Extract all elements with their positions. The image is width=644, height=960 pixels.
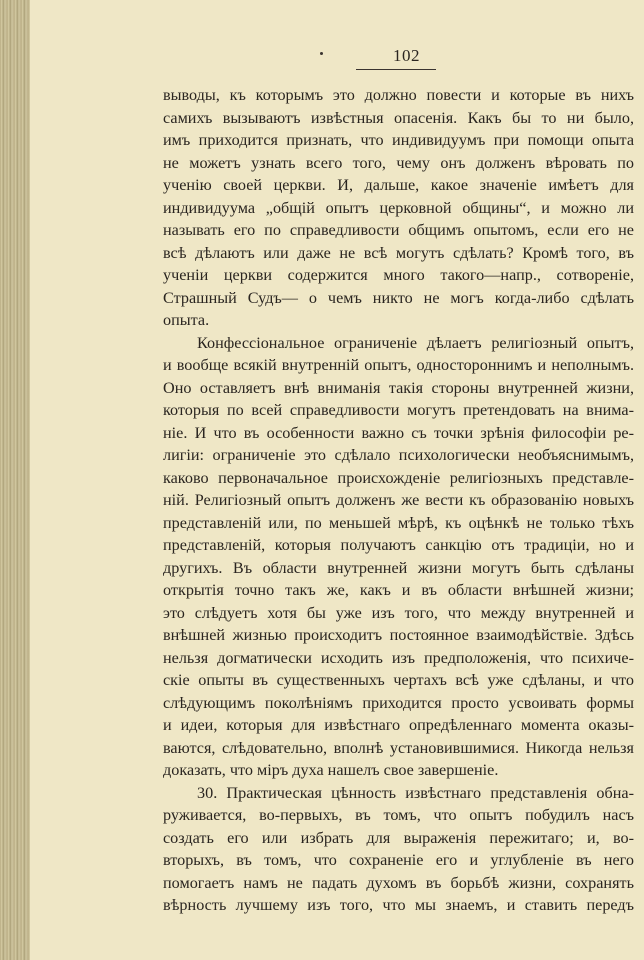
text-line: нельзя догматически исходить изъ предположенія, что психиче- [163,648,634,667]
page-number: 102 [393,46,420,65]
text-line: это слѣдуетъ хотя бы уже изъ того, что между внутренней и [163,603,634,622]
text-line: помогаетъ намъ не падать духомъ въ борьбѣ жизни, сохранять [163,873,634,892]
text-line: создать его или избрать для выраженія пережитаго; и, во- [163,828,634,847]
text-line: ученіи церкви содержится много такого—напр., сотвореніе, [163,266,634,284]
text-line: руживается, во-первыхъ, въ томъ, что опытъ побудилъ насъ [163,806,634,824]
text-line: внѣшней жизнью происходитъ постоянное взаимодѣйствіе. Здѣсь [163,626,634,644]
text-line: вѣрность лучшему изъ того, что мы знаемъ, и ставить передъ [163,896,634,914]
text-line: представленій или, по меньшей мѣрѣ, къ оцѣнкѣ не только тѣхъ [163,513,634,532]
text-line: опыта. [163,311,210,329]
header-rule [356,69,436,70]
text-line: открытія точно такъ же, какъ и въ области внѣшней жизни; [163,581,634,599]
body-text [163,84,634,917]
text-line: представленій, которыя получаютъ санкцію отъ традиціи, но и [163,536,634,554]
text-line: каково первоначальное происхожденіе религіозныхъ представле- [163,468,634,487]
text-line: индивидуума „общій опытъ церковной общины“, и можно ли [163,198,634,217]
book-binding-edge [0,0,30,960]
text-line: ніе. И что въ особенности важно съ точки зрѣнія философіи ре- [163,423,634,442]
text-line: выводы, къ которымъ это должно повести и которые въ нихъ [163,86,634,104]
text-line: доказать, что міръ духа нашелъ свое завершеніе. [163,761,499,779]
text-line: Оно оставляетъ внѣ вниманія такія стороны внутренней жизни, [163,378,634,397]
text-line: имъ приходится признать, что индивидуумъ при помощи опыта [163,131,634,149]
text-line: лигіи: ограниченіе это сдѣлало психологически необъяснимымъ, [163,446,634,464]
text-line: самихъ вызываютъ извѣстныя опасенія. Какъ бы то ни было, [163,108,634,127]
text-line: ваются, слѣдовательно, вполнѣ установившимися. Никогда нельзя [163,738,634,757]
text-line: и идеи, которыя для извѣстнаго опредѣленнаго момента оказы- [163,716,634,734]
text-line: не можетъ узнать всего того, чему онъ долженъ вѣровать по [163,153,634,172]
book-page [30,0,644,960]
text-line: скіе опыты въ существенныхъ чертахъ всѣ уже сдѣланы, и что [163,671,634,689]
text-line: другихъ. Въ области внутренней жизни могутъ быть сдѣланы [163,558,634,577]
text-line: которыя по всей справедливости могутъ претендовать на внима- [163,401,634,419]
text-line: 30. Практическая цѣнность извѣстнаго представленія обна- [197,783,634,802]
page-header [30,46,644,74]
text-line: Страшный Судъ— о чемъ никто не могъ когда-либо сдѣлать [163,288,634,307]
text-line: вторыхъ, въ томъ, что сохраненіе его и углубленіе въ него [163,851,634,869]
text-line: называть его по справедливости общимъ опытомъ, если его не [163,221,634,239]
text-line: слѣдующимъ поколѣніямъ приходится просто усвоивать формы [163,693,634,712]
text-line: всѣ дѣлаютъ или даже не всѣ могутъ сдѣлать? Кромѣ того, въ [163,243,634,262]
text-line: ній. Религіозный опытъ долженъ же вести къ образованію новыхъ [163,491,634,509]
header-dot-ornament [320,52,323,55]
text-line: Конфессіональное ограниченіе дѣлаетъ религіозный опытъ, [197,333,634,352]
text-line: и вообще всякій внутренній опытъ, одностороннимъ и неполнымъ. [163,356,634,374]
text-line: ученію своей церкви. И, дальше, какое значеніе имѣетъ для [163,176,634,194]
